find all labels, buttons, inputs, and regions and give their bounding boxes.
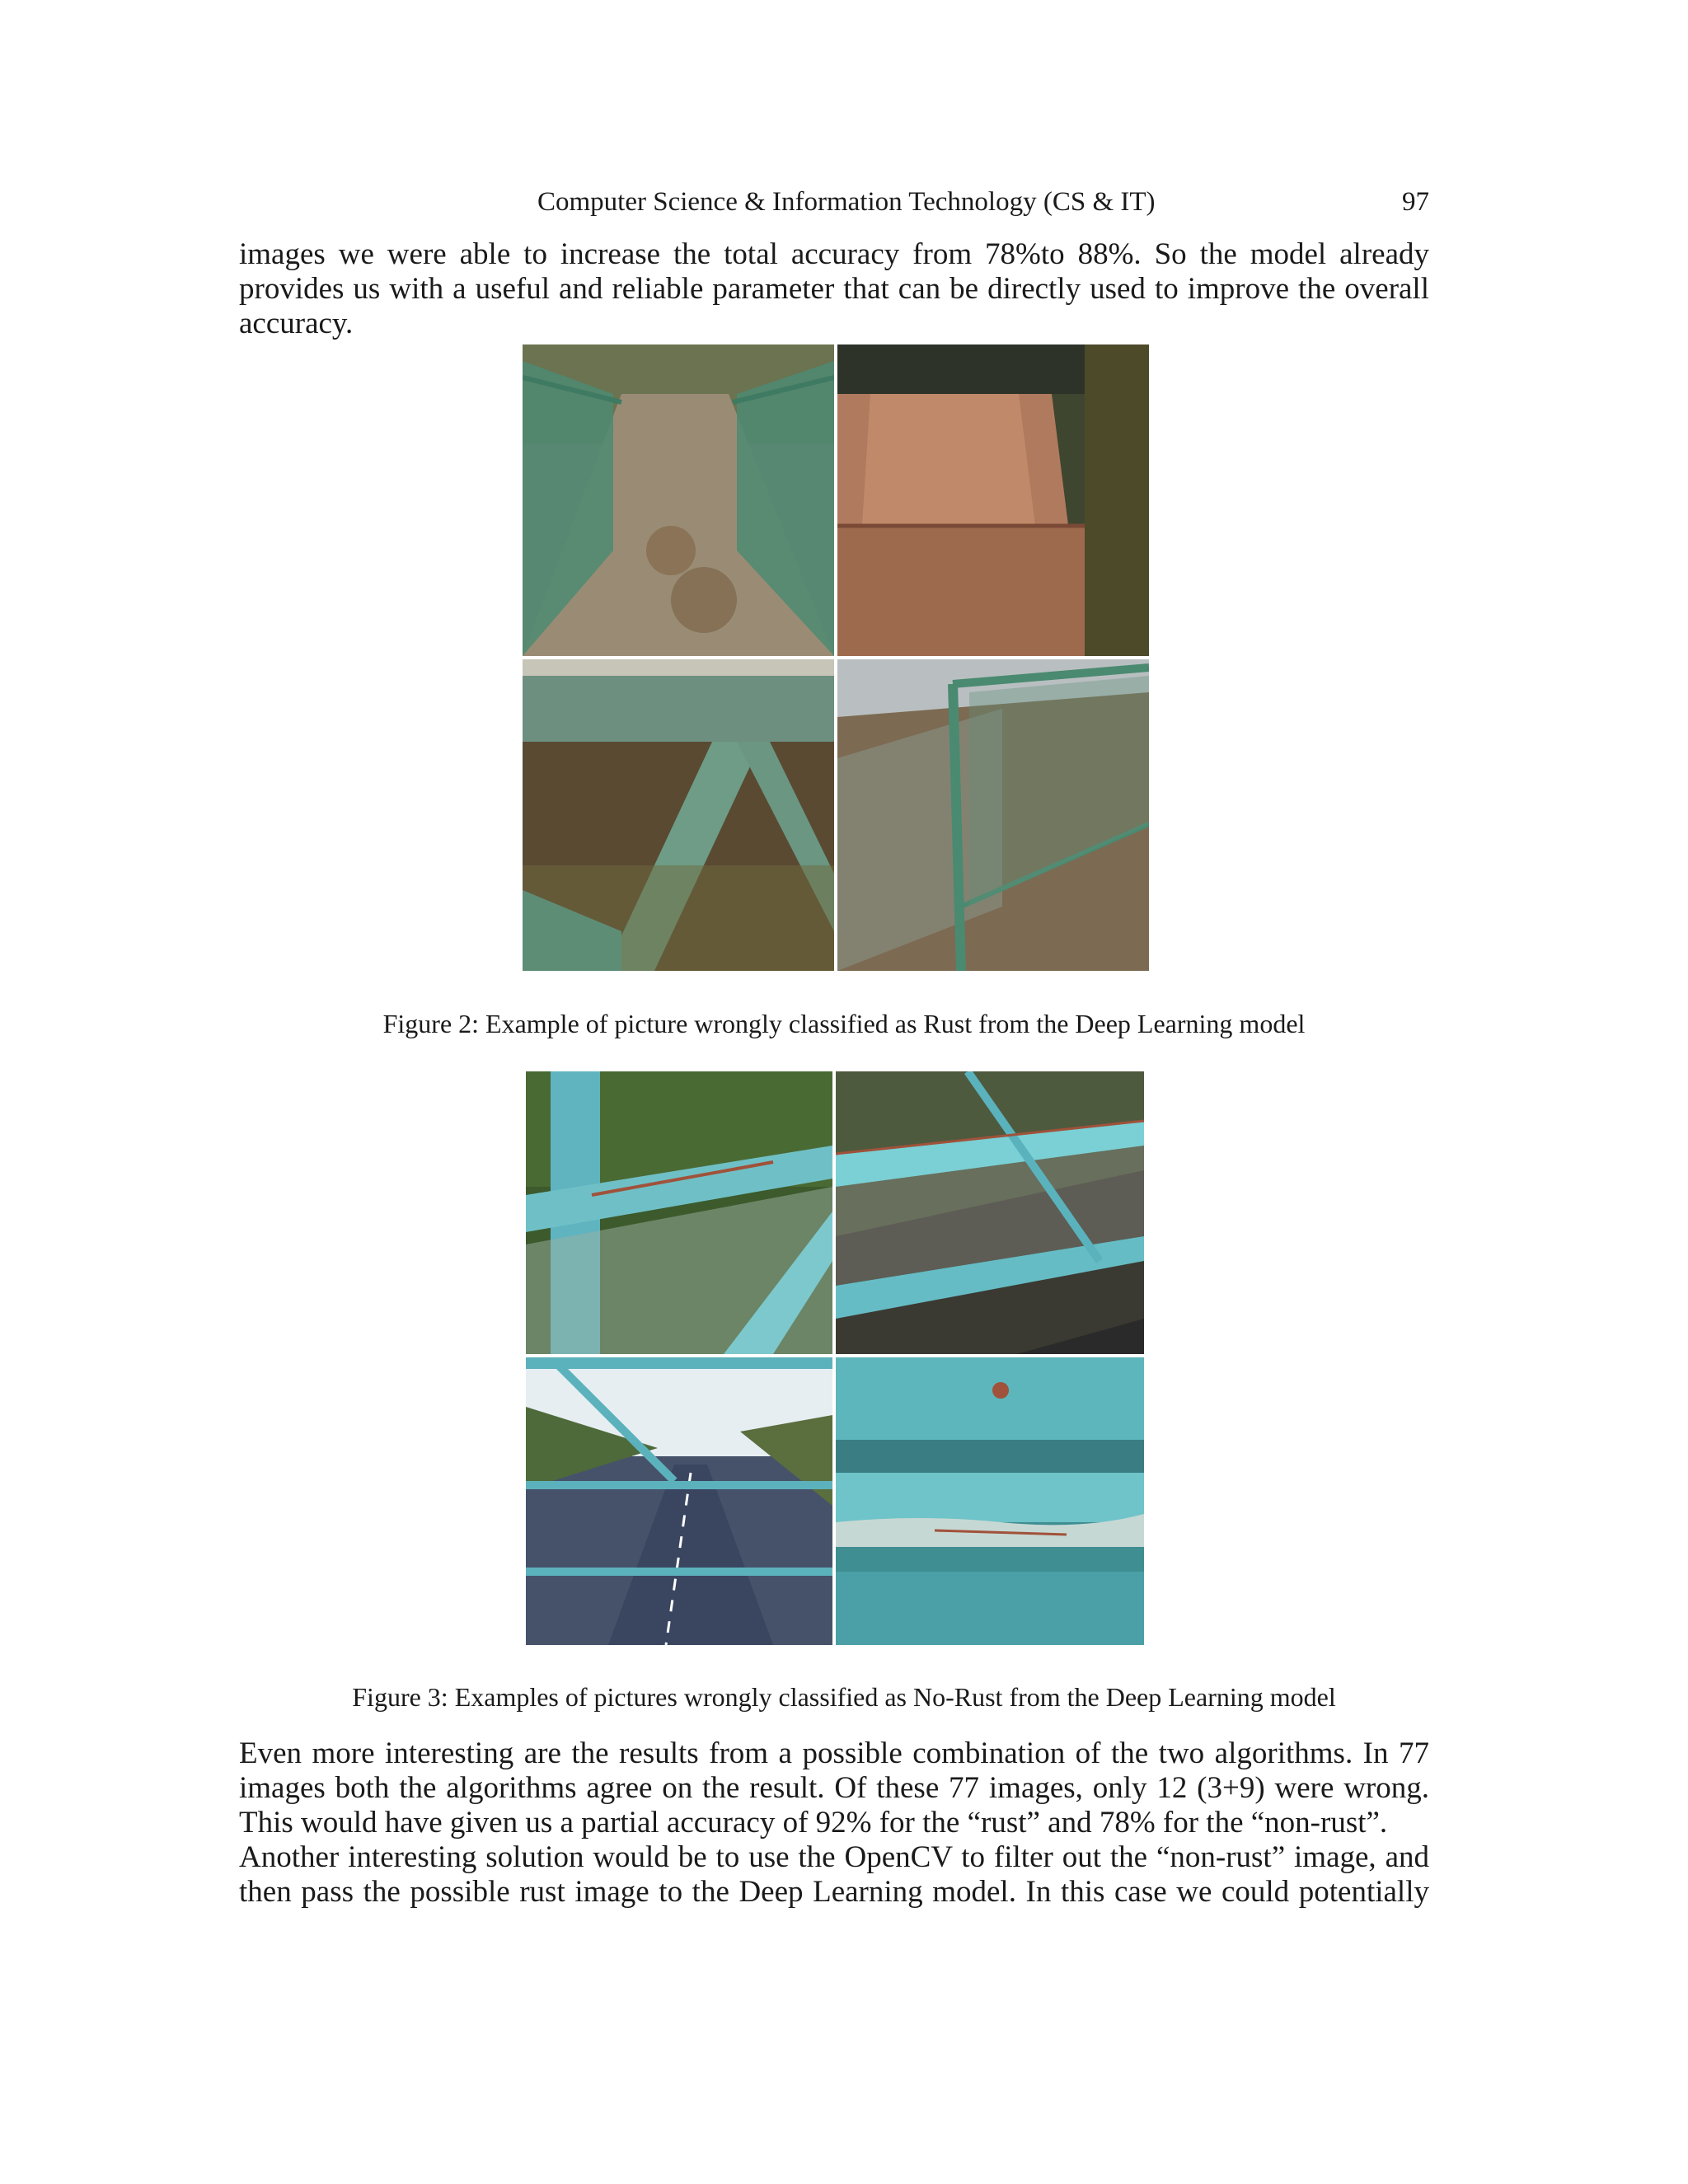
figure-2-photo-railing-fence xyxy=(837,659,1149,971)
figure-3-image-grid xyxy=(526,1071,1144,1645)
figure-2-image-grid xyxy=(523,344,1149,971)
figure-2-caption: Figure 2: Example of picture wrongly classified as Rust from the Deep Learning model xyxy=(382,1009,1306,1038)
page-number: 97 xyxy=(1402,187,1429,217)
figure-3-caption: Figure 3: Examples of pictures wrongly classified as No-Rust from the Deep Learning model xyxy=(352,1682,1336,1712)
paragraph-bottom xyxy=(239,1736,1429,1910)
figure-3-photo-highway-fence xyxy=(526,1357,832,1645)
figure-2-photo-bridge-walkway xyxy=(523,344,834,656)
figure-2-photo-rusty-support xyxy=(837,344,1149,656)
paragraph-bottom-text-a: Even more interesting are the results from a possible combination of the two algorithms. In 77 images both the algorithms agree on the result. Of these 77 images, only 12 (3+9) were wrong. This would have given us a partial accuracy of 92% for the “rust” and 78% for the “non-rust”. xyxy=(239,1736,1429,1840)
running-header xyxy=(239,183,1429,221)
figure-3-photo-teal-beam xyxy=(836,1357,1144,1645)
paragraph-top xyxy=(239,237,1429,341)
figure-2-photo-truss-railing xyxy=(523,659,834,971)
paragraph-top-text: images we were able to increase the total accuracy from 78%to 88%. So the model already provides us with a useful and reliable parameter that can be directly used to improve the overall accuracy. xyxy=(239,237,1429,340)
figure-3-photo-teal-railing-forest xyxy=(526,1071,832,1354)
paragraph-bottom-text-b: Another interesting solution would be to use the OpenCV to filter out the “non-rust” image, and then pass the possible rust image to the Deep Learning model. In this case we could potentially xyxy=(239,1840,1429,1909)
figure-3-photo-teal-railing-road xyxy=(836,1071,1144,1354)
journal-title: Computer Science & Information Technology (CS & IT) xyxy=(537,187,1156,217)
